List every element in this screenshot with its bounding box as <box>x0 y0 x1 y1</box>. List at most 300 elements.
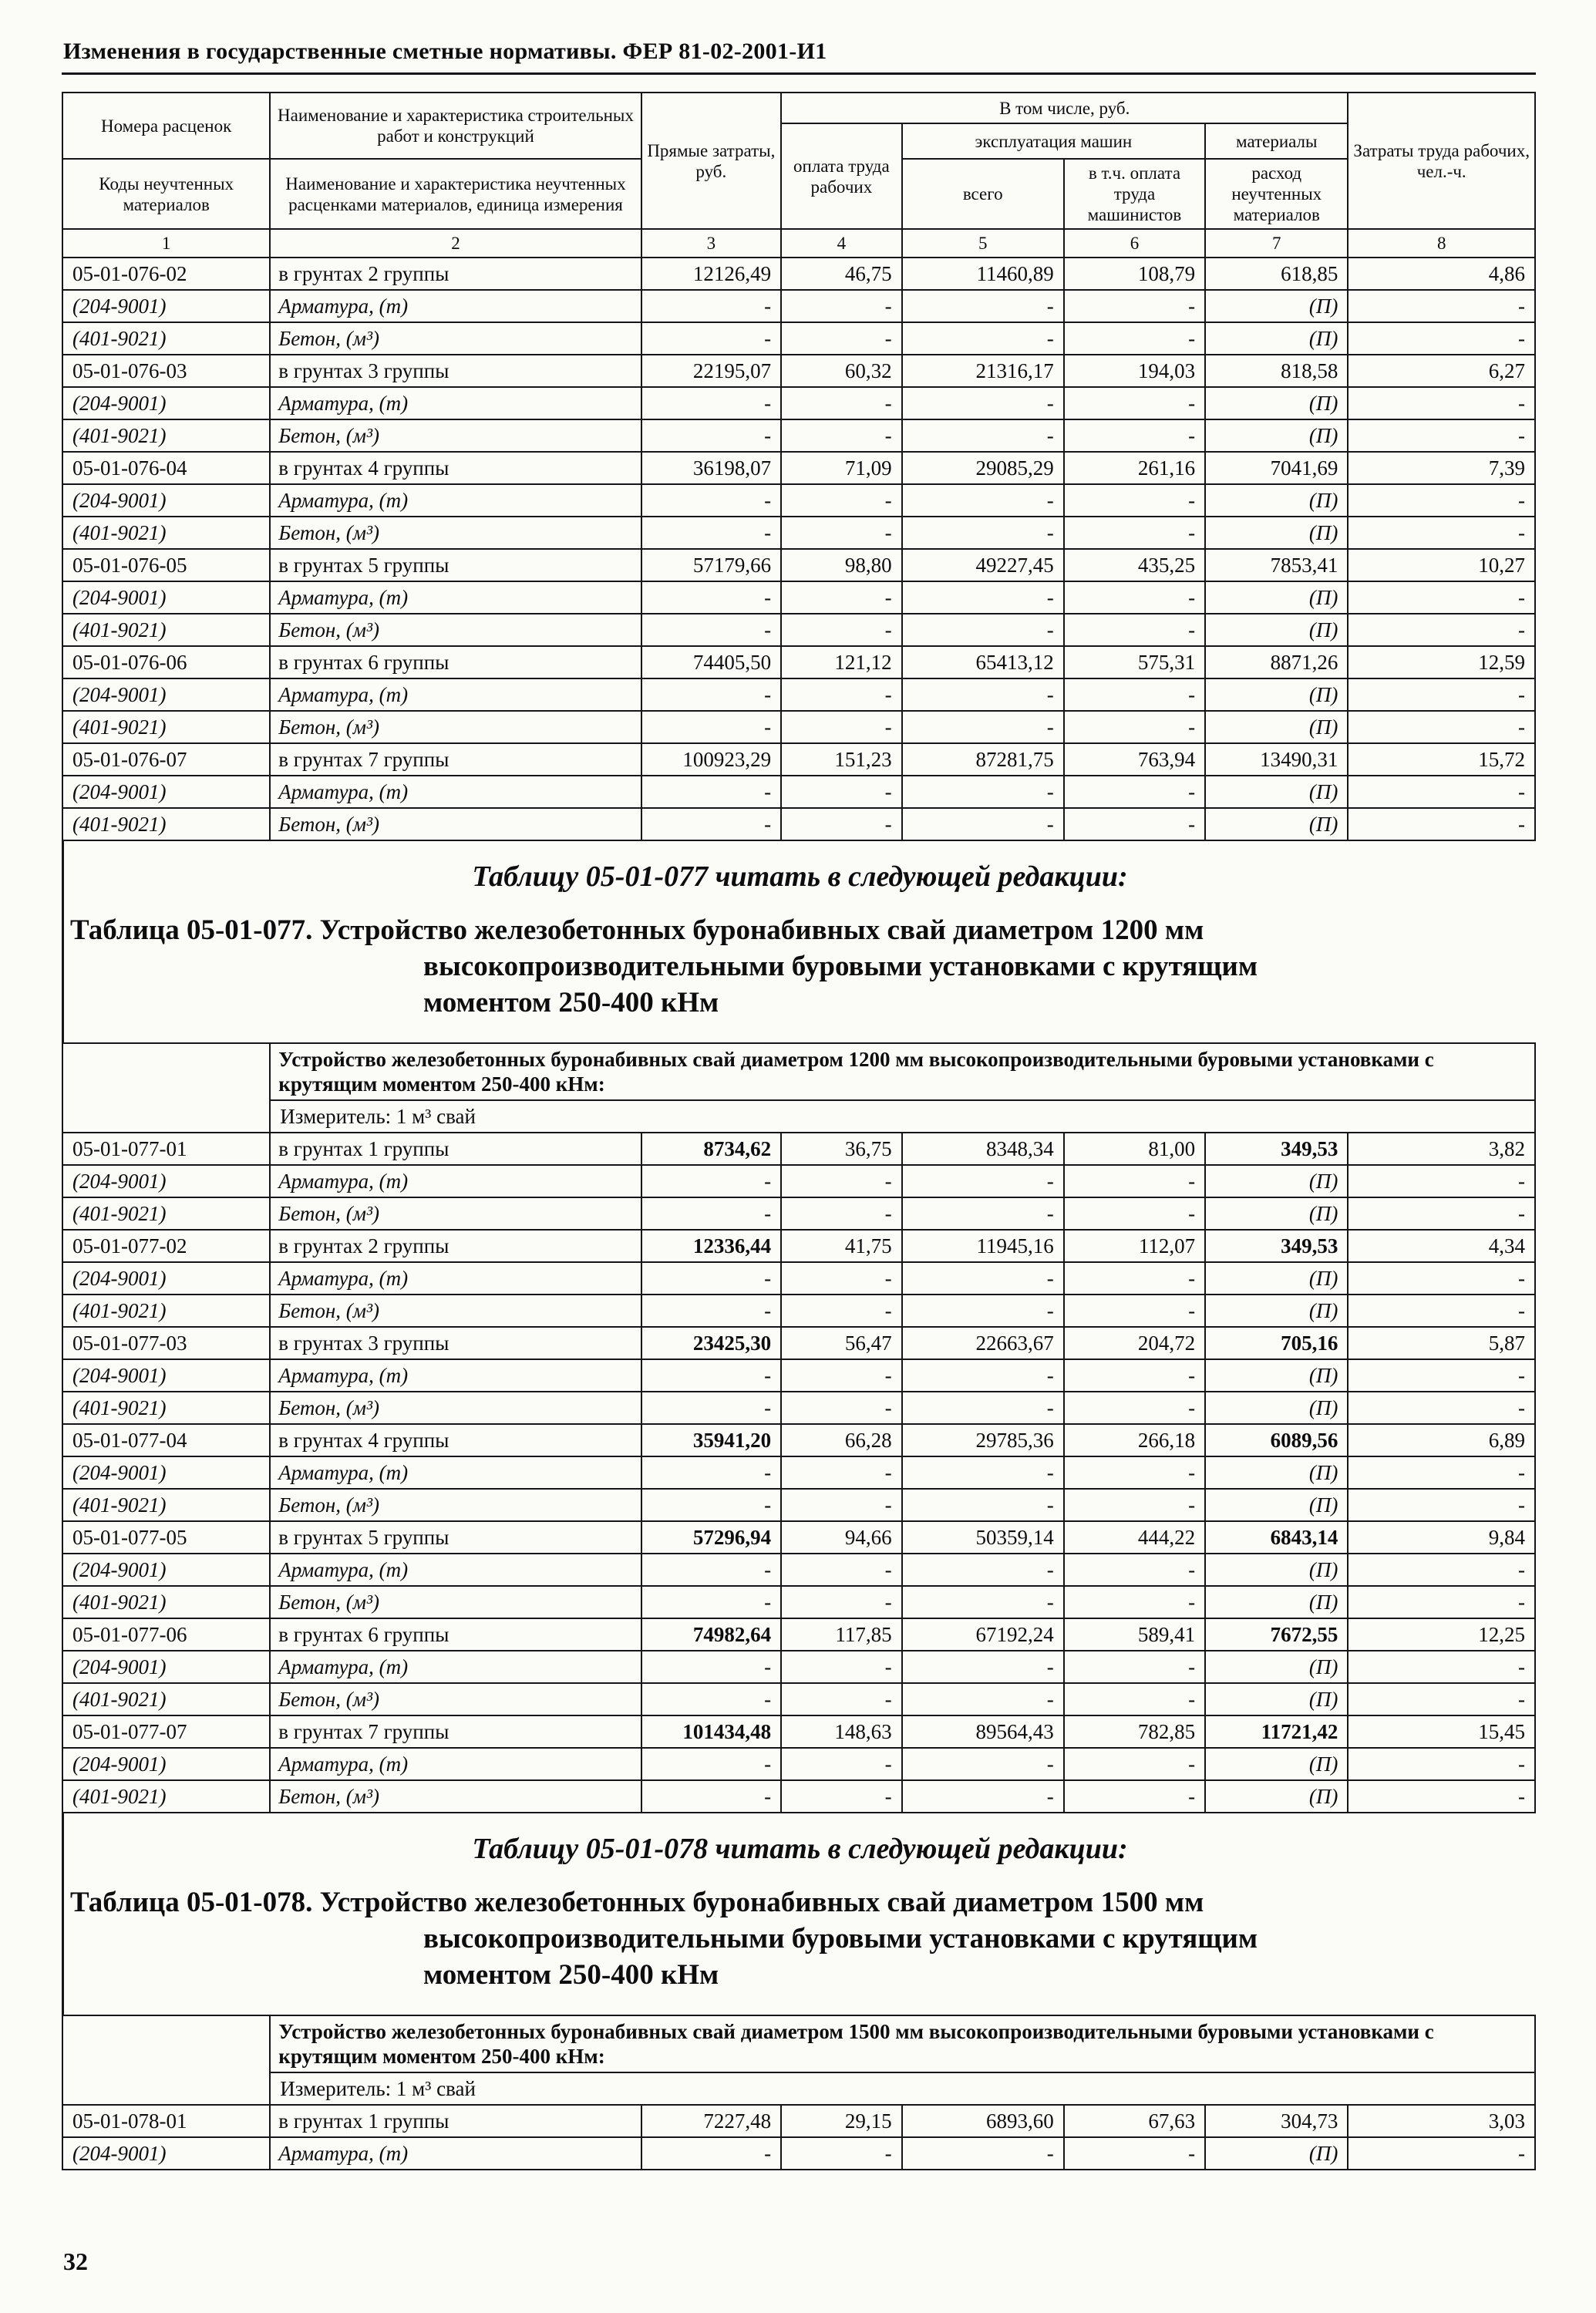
col-1-cell: (204-9001) <box>62 1165 270 1197</box>
section-078-intro <box>62 1813 1536 2015</box>
material-row <box>62 1197 1535 1230</box>
col-7-cell: (П) <box>1205 678 1348 711</box>
col-4-cell: - <box>781 2137 902 2170</box>
col-6-cell: - <box>1064 1780 1205 1813</box>
col-8-cell: - <box>1348 1295 1535 1327</box>
col-1-cell: (401-9021) <box>62 1780 270 1813</box>
col-2-cell: Арматура, (т) <box>270 2137 641 2170</box>
column-number-7: 7 <box>1205 229 1348 258</box>
material-row <box>62 484 1535 517</box>
col-1-cell: 05-01-077-04 <box>62 1424 270 1456</box>
col-1-cell: 05-01-077-03 <box>62 1327 270 1359</box>
col-2-cell: Арматура, (т) <box>270 387 641 419</box>
col-3-cell: 74405,50 <box>641 646 781 678</box>
col-5-cell: - <box>902 1165 1064 1197</box>
col-5-cell: 29785,36 <box>902 1424 1064 1456</box>
column-number-6: 6 <box>1064 229 1205 258</box>
column-number-8: 8 <box>1348 229 1535 258</box>
col-3-cell: - <box>641 2137 781 2170</box>
col-6-cell: - <box>1064 290 1205 322</box>
col-4-cell: - <box>781 678 902 711</box>
col-6-cell: - <box>1064 581 1205 614</box>
table-077-body <box>62 1133 1535 1813</box>
material-row <box>62 1359 1535 1392</box>
col-2-cell: Бетон, (м³) <box>270 517 641 549</box>
col-7-cell: 818,58 <box>1205 355 1348 387</box>
col-2-cell: в грунтах 7 группы <box>270 743 641 776</box>
rate-row <box>62 355 1535 387</box>
col-3-cell: - <box>641 290 781 322</box>
col-5-cell: - <box>902 1295 1064 1327</box>
col-8-cell: - <box>1348 581 1535 614</box>
col-2-cell: Бетон, (м³) <box>270 419 641 452</box>
col-1-cell: (204-9001) <box>62 290 270 322</box>
col-6-cell: - <box>1064 1197 1205 1230</box>
col-2-cell: в грунтах 6 группы <box>270 646 641 678</box>
material-row <box>62 290 1535 322</box>
material-row <box>62 581 1535 614</box>
col-8-cell: - <box>1348 290 1535 322</box>
table-title-line: Таблица 05-01-078. Устройство железобетонных буронабивных свай диаметром 1500 мм <box>70 1887 1204 1918</box>
col-5-cell: 49227,45 <box>902 549 1064 581</box>
col-2-cell: Арматура, (т) <box>270 776 641 808</box>
material-row <box>62 678 1535 711</box>
col-2-cell: Бетон, (м³) <box>270 1683 641 1715</box>
col-2-cell: Арматура, (т) <box>270 581 641 614</box>
col-6-cell: - <box>1064 1683 1205 1715</box>
col-1-cell: 05-01-077-02 <box>62 1230 270 1262</box>
col-8-cell: 4,34 <box>1348 1230 1535 1262</box>
col-8-cell: 7,39 <box>1348 452 1535 484</box>
col-5-cell: - <box>902 1456 1064 1489</box>
col-8-cell: - <box>1348 614 1535 646</box>
col-6-cell: 67,63 <box>1064 2105 1205 2137</box>
col-4-cell: 121,12 <box>781 646 902 678</box>
header-machines-total: всего <box>902 159 1064 229</box>
col-6-cell: - <box>1064 1651 1205 1683</box>
col-2-cell: Бетон, (м³) <box>270 1780 641 1813</box>
col-3-cell: - <box>641 1683 781 1715</box>
col-3-cell: 35941,20 <box>641 1424 781 1456</box>
col-7-cell: (П) <box>1205 322 1348 355</box>
col-2-cell: Арматура, (т) <box>270 1748 641 1780</box>
col-8-cell: - <box>1348 2137 1535 2170</box>
col-2-cell: Бетон, (м³) <box>270 1392 641 1424</box>
col-1-cell: (401-9021) <box>62 614 270 646</box>
col-7-cell: 6089,56 <box>1205 1424 1348 1456</box>
rates-table-076 <box>62 92 1536 841</box>
col-8-cell: - <box>1348 1197 1535 1230</box>
column-number-3: 3 <box>641 229 781 258</box>
rate-row <box>62 743 1535 776</box>
col-3-cell: 100923,29 <box>641 743 781 776</box>
col-6-cell: - <box>1064 1392 1205 1424</box>
header-materials-consumption: расход неучтенных материалов <box>1205 159 1348 229</box>
rate-row <box>62 2105 1535 2137</box>
col-4-cell: 98,80 <box>781 549 902 581</box>
col-1-cell: (204-9001) <box>62 1651 270 1683</box>
col-2-cell: Бетон, (м³) <box>270 1586 641 1618</box>
col-3-cell: 36198,07 <box>641 452 781 484</box>
table-078-body <box>62 2105 1535 2170</box>
col-3-cell: 57296,94 <box>641 1521 781 1554</box>
col-4-cell: 71,09 <box>781 452 902 484</box>
col-6-cell: - <box>1064 1489 1205 1521</box>
col-7-cell: (П) <box>1205 1554 1348 1586</box>
col-4-cell: 56,47 <box>781 1327 902 1359</box>
col-8-cell: - <box>1348 322 1535 355</box>
col-4-cell: 117,85 <box>781 1618 902 1651</box>
col-4-cell: - <box>781 419 902 452</box>
material-row <box>62 517 1535 549</box>
col-4-cell: - <box>781 517 902 549</box>
col-8-cell: 6,89 <box>1348 1424 1535 1456</box>
col-6-cell: - <box>1064 1748 1205 1780</box>
col-5-cell: - <box>902 387 1064 419</box>
col-1-cell: (204-9001) <box>62 2137 270 2170</box>
col-2-cell: в грунтах 2 группы <box>270 258 641 290</box>
col-6-cell: - <box>1064 678 1205 711</box>
col-5-cell: 29085,29 <box>902 452 1064 484</box>
material-row <box>62 2137 1535 2170</box>
col-2-cell: в грунтах 1 группы <box>270 1133 641 1165</box>
col-2-cell: в грунтах 7 группы <box>270 1715 641 1748</box>
col-3-cell: 101434,48 <box>641 1715 781 1748</box>
material-row <box>62 1165 1535 1197</box>
col-6-cell: - <box>1064 1586 1205 1618</box>
col-1-cell: (204-9001) <box>62 776 270 808</box>
column-number-2: 2 <box>270 229 641 258</box>
col-6-cell: - <box>1064 2137 1205 2170</box>
col-3-cell: - <box>641 1262 781 1295</box>
col-8-cell: - <box>1348 419 1535 452</box>
col-7-cell: (П) <box>1205 1197 1348 1230</box>
col-7-cell: (П) <box>1205 1359 1348 1392</box>
rate-row <box>62 1424 1535 1456</box>
col-2-cell: в грунтах 5 группы <box>270 1521 641 1554</box>
col-4-cell: - <box>781 1683 902 1715</box>
col-7-cell: (П) <box>1205 1489 1348 1521</box>
col-6-cell: - <box>1064 1456 1205 1489</box>
col-3-cell: - <box>641 1780 781 1813</box>
col-6-cell: - <box>1064 1262 1205 1295</box>
col-4-cell: - <box>781 484 902 517</box>
rates-table-078 <box>62 2015 1536 2170</box>
col-5-cell: 89564,43 <box>902 1715 1064 1748</box>
col-1-cell: (204-9001) <box>62 1456 270 1489</box>
col-2-cell: в грунтах 4 группы <box>270 452 641 484</box>
rate-row <box>62 452 1535 484</box>
material-row <box>62 1748 1535 1780</box>
col-4-cell: - <box>781 1295 902 1327</box>
col-2-cell: Арматура, (т) <box>270 1651 641 1683</box>
col-4-cell: - <box>781 1262 902 1295</box>
col-5-cell: - <box>902 1554 1064 1586</box>
col-7-cell: (П) <box>1205 1456 1348 1489</box>
material-row <box>62 1651 1535 1683</box>
description-row <box>62 1043 1535 1100</box>
col-4-cell: 60,32 <box>781 355 902 387</box>
col-2-cell: Бетон, (м³) <box>270 1197 641 1230</box>
col-1-cell: 05-01-077-01 <box>62 1133 270 1165</box>
col-2-cell: в грунтах 5 группы <box>270 549 641 581</box>
col-5-cell: 87281,75 <box>902 743 1064 776</box>
col-7-cell: 349,53 <box>1205 1230 1348 1262</box>
col-2-cell: в грунтах 3 группы <box>270 1327 641 1359</box>
col-2-cell: в грунтах 1 группы <box>270 2105 641 2137</box>
col-1-cell: (401-9021) <box>62 808 270 840</box>
col-3-cell: - <box>641 678 781 711</box>
header-machinists-pay: в т.ч. оплата труда машинистов <box>1064 159 1205 229</box>
rate-row <box>62 1327 1535 1359</box>
col-4-cell: 148,63 <box>781 1715 902 1748</box>
material-row <box>62 1586 1535 1618</box>
col-4-cell: 41,75 <box>781 1230 902 1262</box>
col-5-cell: 22663,67 <box>902 1327 1064 1359</box>
col-3-cell: - <box>641 1392 781 1424</box>
col-1-cell: (401-9021) <box>62 1489 270 1521</box>
table-078-description: Устройство железобетонных буронабивных свай диаметром 1500 мм высокопроизводительными буровыми установками с крутящим моментом 250-400 кНм: <box>270 2015 1535 2072</box>
col-3-cell: - <box>641 322 781 355</box>
col-3-cell: - <box>641 614 781 646</box>
col-3-cell: - <box>641 1554 781 1586</box>
col-3-cell: 12336,44 <box>641 1230 781 1262</box>
col-8-cell: 15,72 <box>1348 743 1535 776</box>
header-workers-pay: оплата труда рабочих <box>781 123 902 229</box>
material-row <box>62 1780 1535 1813</box>
col-1-cell: (204-9001) <box>62 678 270 711</box>
col-2-cell: в грунтах 6 группы <box>270 1618 641 1651</box>
col-6-cell: - <box>1064 484 1205 517</box>
col-6-cell: 108,79 <box>1064 258 1205 290</box>
col-3-cell: - <box>641 1489 781 1521</box>
col-8-cell: 5,87 <box>1348 1327 1535 1359</box>
material-row <box>62 1683 1535 1715</box>
col-7-cell: (П) <box>1205 484 1348 517</box>
header-materials: материалы <box>1205 123 1348 159</box>
table-title-line: моментом 250-400 кНм <box>423 1959 719 1991</box>
col-7-cell: (П) <box>1205 614 1348 646</box>
col-5-cell: - <box>902 517 1064 549</box>
col-6-cell: - <box>1064 614 1205 646</box>
col-3-cell: 74982,64 <box>641 1618 781 1651</box>
col-3-cell: 22195,07 <box>641 355 781 387</box>
col-7-cell: (П) <box>1205 1683 1348 1715</box>
col-8-cell: 4,86 <box>1348 258 1535 290</box>
col-2-cell: Арматура, (т) <box>270 1554 641 1586</box>
table-title-line: моментом 250-400 кНм <box>423 987 719 1018</box>
col-7-cell: 7853,41 <box>1205 549 1348 581</box>
col-7-cell: (П) <box>1205 1262 1348 1295</box>
col-8-cell: - <box>1348 1748 1535 1780</box>
col-8-cell: - <box>1348 1780 1535 1813</box>
rate-row <box>62 1230 1535 1262</box>
col-3-cell: - <box>641 1748 781 1780</box>
col-4-cell: - <box>781 1197 902 1230</box>
section-077-intro <box>62 841 1536 1042</box>
col-2-cell: Арматура, (т) <box>270 484 641 517</box>
col-8-cell: - <box>1348 517 1535 549</box>
material-row <box>62 614 1535 646</box>
col-8-cell: 15,45 <box>1348 1715 1535 1748</box>
col-6-cell: 782,85 <box>1064 1715 1205 1748</box>
col-2-cell: Бетон, (м³) <box>270 614 641 646</box>
col-7-cell: 8871,26 <box>1205 646 1348 678</box>
col-4-cell: - <box>781 581 902 614</box>
col-1-cell: 05-01-077-07 <box>62 1715 270 1748</box>
col-2-cell: в грунтах 4 группы <box>270 1424 641 1456</box>
col-1-cell: (401-9021) <box>62 1586 270 1618</box>
col-5-cell: - <box>902 1780 1064 1813</box>
rate-row <box>62 646 1535 678</box>
col-3-cell: - <box>641 387 781 419</box>
col-3-cell: - <box>641 1359 781 1392</box>
col-1-cell: 05-01-077-06 <box>62 1618 270 1651</box>
material-row <box>62 1456 1535 1489</box>
col-6-cell: - <box>1064 517 1205 549</box>
col-2-cell: Арматура, (т) <box>270 678 641 711</box>
col-5-cell: - <box>902 1748 1064 1780</box>
col-6-cell: 575,31 <box>1064 646 1205 678</box>
col-3-cell: - <box>641 1586 781 1618</box>
col-8-cell: 10,27 <box>1348 549 1535 581</box>
col-3-cell: 57179,66 <box>641 549 781 581</box>
col-5-cell: 11945,16 <box>902 1230 1064 1262</box>
col-2-cell: Бетон, (м³) <box>270 1295 641 1327</box>
col-1-cell: (204-9001) <box>62 484 270 517</box>
table-076-body <box>62 258 1535 840</box>
col-5-cell: 8348,34 <box>902 1133 1064 1165</box>
col-3-cell: - <box>641 711 781 743</box>
column-number-1: 1 <box>62 229 270 258</box>
table-077-intro-rows <box>62 1043 1535 1133</box>
col-5-cell: - <box>902 776 1064 808</box>
col-3-cell: - <box>641 419 781 452</box>
col-8-cell: - <box>1348 1165 1535 1197</box>
header-materials-name: Наименование и характеристика неучтенных расценками материалов, единица измерения <box>270 159 641 229</box>
col-1-cell: (401-9021) <box>62 1683 270 1715</box>
col-7-cell: (П) <box>1205 808 1348 840</box>
col-6-cell: - <box>1064 322 1205 355</box>
edict-heading-078: Таблицу 05-01-078 читать в следующей редакции: <box>472 1833 1128 1865</box>
table-title-line: высокопроизводительными буровыми установками с крутящим <box>423 951 1258 982</box>
col-8-cell: 9,84 <box>1348 1521 1535 1554</box>
col-5-cell: - <box>902 1586 1064 1618</box>
col-4-cell: 36,75 <box>781 1133 902 1165</box>
col-6-cell: 266,18 <box>1064 1424 1205 1456</box>
col-6-cell: 444,22 <box>1064 1521 1205 1554</box>
col-8-cell: - <box>1348 1359 1535 1392</box>
col-7-cell: 6843,14 <box>1205 1521 1348 1554</box>
col-4-cell: - <box>781 614 902 646</box>
col-4-cell: 66,28 <box>781 1424 902 1456</box>
col-5-cell: - <box>902 1392 1064 1424</box>
header-row-1 <box>62 93 1535 123</box>
col-6-cell: 763,94 <box>1064 743 1205 776</box>
col-5-cell: - <box>902 290 1064 322</box>
col-8-cell: - <box>1348 1683 1535 1715</box>
col-2-cell: Бетон, (м³) <box>270 1489 641 1521</box>
description-row <box>62 2015 1535 2072</box>
header-including: В том числе, руб. <box>781 93 1348 123</box>
column-number-5: 5 <box>902 229 1064 258</box>
col-2-cell: Арматура, (т) <box>270 1359 641 1392</box>
col-5-cell: - <box>902 484 1064 517</box>
col-7-cell: (П) <box>1205 1165 1348 1197</box>
col-1-cell: 05-01-076-04 <box>62 452 270 484</box>
col-3-cell: 8734,62 <box>641 1133 781 1165</box>
col-6-cell: 435,25 <box>1064 549 1205 581</box>
col-8-cell: 3,03 <box>1348 2105 1535 2137</box>
col-3-cell: - <box>641 517 781 549</box>
col-6-cell: 194,03 <box>1064 355 1205 387</box>
col-7-cell: (П) <box>1205 1295 1348 1327</box>
col-8-cell: 6,27 <box>1348 355 1535 387</box>
col-1-cell: (401-9021) <box>62 1295 270 1327</box>
header-material-codes: Коды неучтенных материалов <box>62 159 270 229</box>
col-5-cell: - <box>902 1683 1064 1715</box>
col-1-cell: (401-9021) <box>62 419 270 452</box>
col-4-cell: 29,15 <box>781 2105 902 2137</box>
header-labor-costs: Затраты труда рабочих, чел.-ч. <box>1348 93 1535 229</box>
col-7-cell: 7041,69 <box>1205 452 1348 484</box>
col-1-cell: 05-01-076-03 <box>62 355 270 387</box>
col-1-cell: (204-9001) <box>62 387 270 419</box>
table-078-measure: Измеритель: 1 м³ свай <box>270 2072 1535 2105</box>
col-5-cell: - <box>902 1262 1064 1295</box>
col-4-cell: - <box>781 1748 902 1780</box>
col-6-cell: - <box>1064 1554 1205 1586</box>
col-4-cell: - <box>781 776 902 808</box>
col-1-cell: (204-9001) <box>62 1359 270 1392</box>
col-8-cell: - <box>1348 1392 1535 1424</box>
col-5-cell: - <box>902 1651 1064 1683</box>
header-works-name: Наименование и характеристика строительных работ и конструкций <box>270 93 641 159</box>
col-1-cell: 05-01-076-07 <box>62 743 270 776</box>
col-3-cell: - <box>641 1197 781 1230</box>
col-6-cell: - <box>1064 808 1205 840</box>
col-4-cell: - <box>781 1780 902 1813</box>
col-5-cell: - <box>902 1489 1064 1521</box>
col-1-cell: 05-01-076-02 <box>62 258 270 290</box>
table-title-line: высокопроизводительными буровыми установками с крутящим <box>423 1923 1258 1954</box>
col-4-cell: - <box>781 1554 902 1586</box>
col-7-cell: (П) <box>1205 2137 1348 2170</box>
col-7-cell: (П) <box>1205 711 1348 743</box>
header-direct-costs: Прямые затраты, руб. <box>641 93 781 229</box>
rate-row <box>62 1618 1535 1651</box>
col-3-cell: - <box>641 1651 781 1683</box>
table-078-intro-rows <box>62 2015 1535 2105</box>
col-4-cell: - <box>781 1165 902 1197</box>
col-6-cell: 261,16 <box>1064 452 1205 484</box>
col-7-cell: (П) <box>1205 517 1348 549</box>
col-5-cell: - <box>902 1359 1064 1392</box>
col-5-cell: - <box>902 711 1064 743</box>
col-7-cell: (П) <box>1205 1586 1348 1618</box>
col-2-cell: Бетон, (м³) <box>270 711 641 743</box>
col-7-cell: 13490,31 <box>1205 743 1348 776</box>
table-title-line: Таблица 05-01-077. Устройство железобетонных буронабивных свай диаметром 1200 мм <box>70 914 1204 946</box>
col-8-cell: 12,25 <box>1348 1618 1535 1651</box>
col-2-cell: Арматура, (т) <box>270 1262 641 1295</box>
col-8-cell: - <box>1348 1262 1535 1295</box>
col-3-cell: - <box>641 776 781 808</box>
col-5-cell: 65413,12 <box>902 646 1064 678</box>
col-8-cell: - <box>1348 1456 1535 1489</box>
col-6-cell: - <box>1064 1295 1205 1327</box>
col-5-cell: - <box>902 678 1064 711</box>
